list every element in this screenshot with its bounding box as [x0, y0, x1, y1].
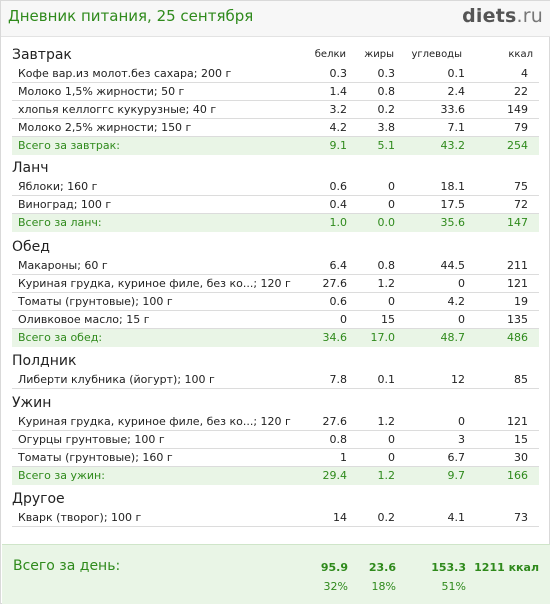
food-carbs: 33.6	[440, 103, 465, 116]
food-fat: 0.2	[377, 511, 395, 524]
food-protein: 0.6	[329, 295, 347, 308]
day-total-kcal: 1211 ккал	[474, 561, 539, 574]
food-name: Молоко 2,5% жирности; 150 г	[18, 121, 192, 134]
food-fat: 15	[381, 313, 395, 326]
food-row	[12, 509, 539, 527]
day-total-protein: 95.9	[320, 561, 348, 574]
food-row	[12, 413, 539, 431]
day-total-panel	[2, 544, 550, 604]
food-carbs: 44.5	[440, 259, 465, 272]
total-protein: 29.4	[322, 469, 347, 482]
meal-title-snack: Полдник	[12, 353, 77, 369]
food-kcal: 30	[514, 451, 528, 464]
food-protein: 0.4	[329, 198, 347, 211]
food-protein: 0	[340, 313, 347, 326]
day-protein-percent: 32%	[323, 580, 348, 593]
total-kcal: 166	[507, 469, 528, 482]
total-fat: 0.0	[377, 216, 395, 229]
logo-tld-text: .ru	[516, 5, 543, 27]
header-bar	[1, 1, 550, 37]
total-protein: 34.6	[322, 331, 347, 344]
food-protein: 6.4	[329, 259, 347, 272]
meal-title-dinner: Обед	[12, 239, 50, 255]
food-kcal: 211	[507, 259, 528, 272]
food-carbs: 4.1	[447, 511, 465, 524]
meal-total-row	[12, 467, 539, 485]
food-fat: 0	[388, 451, 395, 464]
meal-total-label: Всего за ужин:	[18, 469, 105, 482]
total-kcal: 147	[507, 216, 528, 229]
food-protein: 27.6	[322, 277, 347, 290]
food-carbs: 0	[458, 313, 465, 326]
food-row	[12, 449, 539, 467]
food-row	[12, 65, 539, 83]
food-name: Куриная грудка, куриное филе, без ко...; 120 г	[18, 415, 291, 428]
meal-total-row	[12, 137, 539, 155]
column-header-fat: жиры	[364, 49, 394, 60]
food-kcal: 22	[514, 85, 528, 98]
food-carbs: 7.1	[447, 121, 465, 134]
meal-total-row	[12, 329, 539, 347]
day-total-carbs: 153.3	[431, 561, 466, 574]
food-row	[12, 178, 539, 196]
total-fat: 5.1	[377, 139, 395, 152]
meal-total-label: Всего за ланч:	[18, 216, 102, 229]
day-carbs-percent: 51%	[441, 580, 466, 593]
food-kcal: 121	[507, 415, 528, 428]
food-fat: 0	[388, 198, 395, 211]
food-name: Огурцы грунтовые; 100 г	[18, 433, 165, 446]
food-protein: 1.4	[329, 85, 347, 98]
food-fat: 1.2	[377, 415, 395, 428]
total-protein: 1.0	[329, 216, 347, 229]
logo-main-text: diets	[462, 5, 517, 27]
total-kcal: 486	[507, 331, 528, 344]
day-total-fat: 23.6	[368, 561, 396, 574]
total-carbs: 9.7	[447, 469, 465, 482]
food-name: Либерти клубника (йогурт); 100 г	[18, 373, 215, 386]
food-protein: 27.6	[322, 415, 347, 428]
food-row	[12, 275, 539, 293]
food-protein: 3.2	[329, 103, 347, 116]
total-kcal: 254	[507, 139, 528, 152]
food-name: Кварк (творог); 100 г	[18, 511, 142, 524]
food-name: Кофе вар.из молот.без сахара; 200 г	[18, 67, 232, 80]
food-carbs: 0	[458, 277, 465, 290]
food-kcal: 4	[521, 67, 528, 80]
meal-title-other: Другое	[12, 491, 65, 507]
food-protein: 0.6	[329, 180, 347, 193]
total-fat: 1.2	[377, 469, 395, 482]
food-name: Виноград; 100 г	[18, 198, 112, 211]
day-total-label: Всего за день:	[13, 558, 121, 574]
food-carbs: 3	[458, 433, 465, 446]
food-kcal: 85	[514, 373, 528, 386]
food-protein: 14	[333, 511, 347, 524]
food-protein: 7.8	[329, 373, 347, 386]
food-kcal: 19	[514, 295, 528, 308]
food-name: Молоко 1,5% жирности; 50 г	[18, 85, 185, 98]
food-name: Макароны; 60 г	[18, 259, 108, 272]
food-kcal: 75	[514, 180, 528, 193]
food-row	[12, 257, 539, 275]
food-fat: 0	[388, 180, 395, 193]
food-fat: 0.2	[377, 103, 395, 116]
total-carbs: 48.7	[440, 331, 465, 344]
meal-title-breakfast: Завтрак	[12, 47, 72, 63]
food-kcal: 79	[514, 121, 528, 134]
food-fat: 0.3	[377, 67, 395, 80]
page-title: Дневник питания, 25 сентября	[8, 7, 254, 25]
food-fat: 0	[388, 295, 395, 308]
food-row	[12, 196, 539, 214]
food-name: Оливковое масло; 15 г	[18, 313, 150, 326]
food-kcal: 149	[507, 103, 528, 116]
food-kcal: 73	[514, 511, 528, 524]
meal-title-lunch: Ланч	[12, 160, 49, 176]
food-carbs: 18.1	[440, 180, 465, 193]
food-carbs: 6.7	[447, 451, 465, 464]
food-fat: 0	[388, 433, 395, 446]
total-carbs: 35.6	[440, 216, 465, 229]
meal-title-supper: Ужин	[12, 395, 52, 411]
food-name: Томаты (грунтовые); 100 г	[18, 295, 173, 308]
column-header-kcal: ккал	[508, 49, 533, 60]
food-kcal: 15	[514, 433, 528, 446]
food-name: Яблоки; 160 г	[18, 180, 98, 193]
food-name: Куриная грудка, куриное филе, без ко...; 120 г	[18, 277, 291, 290]
day-fat-percent: 18%	[371, 580, 396, 593]
food-carbs: 4.2	[447, 295, 465, 308]
food-fat: 3.8	[377, 121, 395, 134]
site-logo[interactable]	[462, 5, 543, 27]
food-carbs: 17.5	[440, 198, 465, 211]
food-row	[12, 293, 539, 311]
food-protein: 0.3	[329, 67, 347, 80]
food-row	[12, 431, 539, 449]
food-row	[12, 311, 539, 329]
total-fat: 17.0	[370, 331, 395, 344]
food-kcal: 121	[507, 277, 528, 290]
meal-total-label: Всего за завтрак:	[18, 139, 121, 152]
food-row	[12, 83, 539, 101]
food-protein: 4.2	[329, 121, 347, 134]
total-carbs: 43.2	[440, 139, 465, 152]
meal-total-label: Всего за обед:	[18, 331, 103, 344]
food-row	[12, 371, 539, 389]
food-carbs: 2.4	[447, 85, 465, 98]
food-carbs: 0.1	[447, 67, 465, 80]
food-protein: 0.8	[329, 433, 347, 446]
food-carbs: 12	[451, 373, 465, 386]
meal-total-row	[12, 214, 539, 232]
food-fat: 0.1	[377, 373, 395, 386]
total-protein: 9.1	[329, 139, 347, 152]
column-header-protein: белки	[314, 49, 346, 60]
food-carbs: 0	[458, 415, 465, 428]
food-protein: 1	[340, 451, 347, 464]
food-name: хлопья келлоггс кукурузные; 40 г	[18, 103, 217, 116]
food-kcal: 135	[507, 313, 528, 326]
column-header-carbs: углеводы	[411, 49, 462, 60]
food-fat: 0.8	[377, 259, 395, 272]
food-fat: 0.8	[377, 85, 395, 98]
food-name: Томаты (грунтовые); 160 г	[18, 451, 173, 464]
food-kcal: 72	[514, 198, 528, 211]
food-row	[12, 119, 539, 137]
food-fat: 1.2	[377, 277, 395, 290]
food-row	[12, 101, 539, 119]
